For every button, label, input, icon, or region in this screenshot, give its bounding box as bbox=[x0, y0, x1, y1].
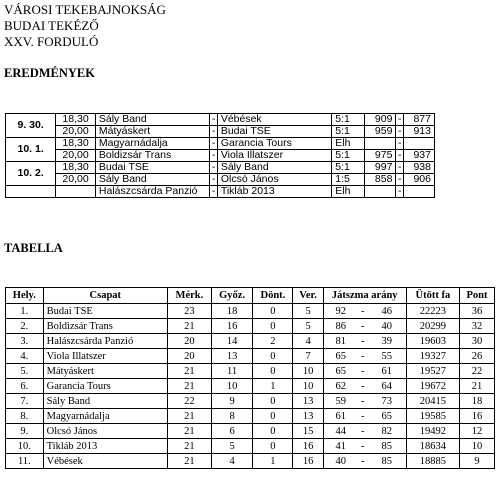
header-lost: Ver. bbox=[293, 288, 323, 304]
match-score: 5:1 bbox=[332, 126, 365, 138]
sets-separator: - bbox=[358, 334, 368, 349]
match-time: 18,30 bbox=[56, 114, 96, 126]
match-date bbox=[6, 186, 56, 198]
match-score: 1:5 bbox=[332, 174, 365, 186]
pins-total: 19672 bbox=[406, 379, 459, 394]
team-name: Olcsó János bbox=[43, 424, 167, 439]
points: 16 bbox=[460, 409, 495, 424]
header-points: Pont bbox=[460, 288, 495, 304]
match-score: 5:1 bbox=[332, 150, 365, 162]
drawn: 0 bbox=[253, 319, 293, 334]
sets-for: 40 bbox=[323, 454, 358, 469]
lost: 10 bbox=[293, 364, 323, 379]
match-score: Elh bbox=[332, 138, 365, 150]
won: 8 bbox=[211, 409, 253, 424]
sets-for: 44 bbox=[323, 424, 358, 439]
lost: 16 bbox=[293, 439, 323, 454]
sets-for: 65 bbox=[323, 364, 358, 379]
won: 4 bbox=[211, 454, 253, 469]
played: 22 bbox=[167, 394, 211, 409]
header-position: Hely. bbox=[6, 288, 44, 304]
document-header bbox=[4, 2, 166, 50]
position: 4. bbox=[6, 349, 44, 364]
sets-for: 62 bbox=[323, 379, 358, 394]
sets-separator: - bbox=[358, 364, 368, 379]
position: 8. bbox=[6, 409, 44, 424]
team-separator: - bbox=[211, 125, 216, 137]
drawn: 2 bbox=[253, 334, 293, 349]
sets-against: 82 bbox=[368, 424, 407, 439]
home-pins: 858 bbox=[365, 174, 396, 186]
won: 9 bbox=[211, 394, 253, 409]
standings-row bbox=[6, 424, 495, 439]
position: 6. bbox=[6, 379, 44, 394]
lost: 10 bbox=[293, 379, 323, 394]
team-separator: - bbox=[211, 149, 216, 161]
sets-separator: - bbox=[358, 454, 368, 469]
position: 9. bbox=[6, 424, 44, 439]
position: 1. bbox=[6, 304, 44, 319]
sets-separator: - bbox=[358, 379, 368, 394]
sets-against: 64 bbox=[368, 379, 407, 394]
home-pins bbox=[365, 138, 396, 150]
pins-total: 20415 bbox=[406, 394, 459, 409]
home-pins: 909 bbox=[365, 114, 396, 126]
sets-against: 39 bbox=[368, 334, 407, 349]
lost: 4 bbox=[293, 334, 323, 349]
match-score: 5:1 bbox=[332, 162, 365, 174]
away-team: Garancia Tours bbox=[217, 138, 331, 150]
position: 10. bbox=[6, 439, 44, 454]
pins-separator: - bbox=[397, 161, 402, 173]
position: 11. bbox=[6, 454, 44, 469]
pins-total: 22223 bbox=[406, 304, 459, 319]
standings-row bbox=[6, 454, 495, 469]
away-team: Olcsó János bbox=[217, 174, 331, 186]
points: 22 bbox=[460, 364, 495, 379]
points: 26 bbox=[460, 349, 495, 364]
match-time: 18,30 bbox=[56, 138, 96, 150]
team-name: Viola Illatszer bbox=[43, 349, 167, 364]
played: 21 bbox=[167, 379, 211, 394]
pins-separator: - bbox=[397, 113, 402, 125]
header-pins: Ütött fa bbox=[406, 288, 459, 304]
won: 10 bbox=[211, 379, 253, 394]
sets-against: 73 bbox=[368, 394, 407, 409]
sets-for: 86 bbox=[323, 319, 358, 334]
points: 18 bbox=[460, 394, 495, 409]
drawn: 0 bbox=[253, 364, 293, 379]
pins-separator: - bbox=[397, 137, 402, 149]
header-set-ratio: Játszma arány bbox=[323, 288, 406, 304]
team-name: Boldizsár Trans bbox=[43, 319, 167, 334]
played: 21 bbox=[167, 409, 211, 424]
standings-row bbox=[6, 349, 495, 364]
away-team: Sály Band bbox=[217, 162, 331, 174]
sets-against: 61 bbox=[368, 364, 407, 379]
won: 16 bbox=[211, 319, 253, 334]
sets-against: 40 bbox=[368, 319, 407, 334]
points: 32 bbox=[460, 319, 495, 334]
played: 21 bbox=[167, 439, 211, 454]
championship-title: VÁROSI TEKEBAJNOKSÁG bbox=[4, 2, 166, 17]
sets-for: 81 bbox=[323, 334, 358, 349]
sets-against: 85 bbox=[368, 439, 407, 454]
team-separator: - bbox=[211, 161, 216, 173]
home-team: Boldizsár Trans bbox=[95, 150, 209, 162]
position: 2. bbox=[6, 319, 44, 334]
played: 21 bbox=[167, 319, 211, 334]
home-team: Mátyáskert bbox=[95, 126, 209, 138]
match-time: 20,00 bbox=[56, 150, 96, 162]
away-pins: 877 bbox=[403, 114, 434, 126]
sets-for: 59 bbox=[323, 394, 358, 409]
away-pins: 913 bbox=[403, 126, 434, 138]
result-row bbox=[6, 174, 435, 186]
played: 23 bbox=[167, 304, 211, 319]
drawn: 0 bbox=[253, 394, 293, 409]
lost: 5 bbox=[293, 304, 323, 319]
result-row bbox=[6, 150, 435, 162]
standings-row bbox=[6, 304, 495, 319]
won: 14 bbox=[211, 334, 253, 349]
away-pins: 937 bbox=[403, 150, 434, 162]
won: 6 bbox=[211, 424, 253, 439]
pins-separator: - bbox=[397, 125, 402, 137]
team-name: Budai TSE bbox=[43, 304, 167, 319]
played: 20 bbox=[167, 334, 211, 349]
team-separator: - bbox=[211, 113, 216, 125]
points: 10 bbox=[460, 439, 495, 454]
team-name: Halászcsárda Panzió bbox=[43, 334, 167, 349]
pins-total: 19327 bbox=[406, 349, 459, 364]
sets-separator: - bbox=[358, 439, 368, 454]
result-row bbox=[6, 126, 435, 138]
pins-total: 19527 bbox=[406, 364, 459, 379]
standings-row bbox=[6, 379, 495, 394]
points: 30 bbox=[460, 334, 495, 349]
home-team: Halászcsárda Panzió bbox=[95, 186, 209, 198]
away-team: Budai TSE bbox=[217, 126, 331, 138]
results-table bbox=[5, 113, 435, 198]
header-won: Győz. bbox=[211, 288, 253, 304]
header-team: Csapat bbox=[43, 288, 167, 304]
home-team: Sály Band bbox=[95, 174, 209, 186]
home-pins: 997 bbox=[365, 162, 396, 174]
away-team: Vébések bbox=[217, 114, 331, 126]
sets-against: 85 bbox=[368, 454, 407, 469]
standings-row bbox=[6, 364, 495, 379]
sets-for: 61 bbox=[323, 409, 358, 424]
drawn: 0 bbox=[253, 304, 293, 319]
match-time bbox=[56, 186, 96, 198]
match-date: 10. 2. bbox=[6, 162, 56, 186]
standings-row bbox=[6, 439, 495, 454]
pins-total: 19492 bbox=[406, 424, 459, 439]
sets-separator: - bbox=[358, 394, 368, 409]
standings-row bbox=[6, 319, 495, 334]
header-played: Mérk. bbox=[167, 288, 211, 304]
sets-separator: - bbox=[358, 304, 368, 319]
team-separator: - bbox=[211, 185, 216, 197]
won: 11 bbox=[211, 364, 253, 379]
match-date: 9. 30. bbox=[6, 114, 56, 138]
away-pins bbox=[403, 186, 434, 198]
match-time: 20,00 bbox=[56, 174, 96, 186]
team-name: Magyarnádalja bbox=[43, 409, 167, 424]
home-team: Magyarnádalja bbox=[95, 138, 209, 150]
position: 7. bbox=[6, 394, 44, 409]
team-name: Mátyáskert bbox=[43, 364, 167, 379]
sets-separator: - bbox=[358, 424, 368, 439]
match-score: Elh bbox=[332, 186, 365, 198]
drawn: 1 bbox=[253, 379, 293, 394]
standings-header-row bbox=[6, 288, 495, 304]
team-name: Tikláb 2013 bbox=[43, 439, 167, 454]
team-name: Garancia Tours bbox=[43, 379, 167, 394]
points: 36 bbox=[460, 304, 495, 319]
home-pins bbox=[365, 186, 396, 198]
away-team: Viola Illatszer bbox=[217, 150, 331, 162]
round-title: XXV. FORDULÓ bbox=[4, 34, 99, 49]
sets-against: 55 bbox=[368, 349, 407, 364]
header-drawn: Dönt. bbox=[253, 288, 293, 304]
won: 18 bbox=[211, 304, 253, 319]
away-team: Tikláb 2013 bbox=[217, 186, 331, 198]
sets-for: 92 bbox=[323, 304, 358, 319]
sets-against: 46 bbox=[368, 304, 407, 319]
pins-total: 18634 bbox=[406, 439, 459, 454]
lost: 15 bbox=[293, 424, 323, 439]
result-row bbox=[6, 114, 435, 126]
drawn: 1 bbox=[253, 454, 293, 469]
points: 12 bbox=[460, 424, 495, 439]
home-team: Sály Band bbox=[95, 114, 209, 126]
played: 20 bbox=[167, 349, 211, 364]
drawn: 0 bbox=[253, 349, 293, 364]
home-team: Budai TSE bbox=[95, 162, 209, 174]
match-time: 20,00 bbox=[56, 126, 96, 138]
standings-table bbox=[5, 287, 495, 469]
away-pins: 938 bbox=[403, 162, 434, 174]
standings-row bbox=[6, 334, 495, 349]
points: 21 bbox=[460, 379, 495, 394]
lost: 13 bbox=[293, 409, 323, 424]
drawn: 0 bbox=[253, 439, 293, 454]
standings-row bbox=[6, 409, 495, 424]
lost: 5 bbox=[293, 319, 323, 334]
position: 3. bbox=[6, 334, 44, 349]
position: 5. bbox=[6, 364, 44, 379]
sets-separator: - bbox=[358, 409, 368, 424]
won: 13 bbox=[211, 349, 253, 364]
played: 21 bbox=[167, 364, 211, 379]
result-row bbox=[6, 186, 435, 198]
home-pins: 959 bbox=[365, 126, 396, 138]
pins-separator: - bbox=[397, 149, 402, 161]
lost: 13 bbox=[293, 394, 323, 409]
away-pins: 906 bbox=[403, 174, 434, 186]
drawn: 0 bbox=[253, 409, 293, 424]
standings-section-title: TABELLA bbox=[4, 241, 63, 255]
match-date: 10. 1. bbox=[6, 138, 56, 162]
lost: 7 bbox=[293, 349, 323, 364]
team-separator: - bbox=[211, 173, 216, 185]
pins-total: 19585 bbox=[406, 409, 459, 424]
drawn: 0 bbox=[253, 424, 293, 439]
away-pins bbox=[403, 138, 434, 150]
sets-separator: - bbox=[358, 349, 368, 364]
points: 9 bbox=[460, 454, 495, 469]
standings-row bbox=[6, 394, 495, 409]
pins-separator: - bbox=[397, 185, 402, 197]
result-row bbox=[6, 162, 435, 174]
played: 21 bbox=[167, 424, 211, 439]
team-name: Sály Band bbox=[43, 394, 167, 409]
pins-total: 20299 bbox=[406, 319, 459, 334]
team-name: Vébések bbox=[43, 454, 167, 469]
home-pins: 975 bbox=[365, 150, 396, 162]
pins-total: 19603 bbox=[406, 334, 459, 349]
pins-separator: - bbox=[397, 173, 402, 185]
team-separator: - bbox=[211, 137, 216, 149]
pins-total: 18885 bbox=[406, 454, 459, 469]
sets-separator: - bbox=[358, 319, 368, 334]
lost: 16 bbox=[293, 454, 323, 469]
sets-for: 41 bbox=[323, 439, 358, 454]
played: 21 bbox=[167, 454, 211, 469]
won: 5 bbox=[211, 439, 253, 454]
result-row bbox=[6, 138, 435, 150]
sets-for: 65 bbox=[323, 349, 358, 364]
match-time: 18,30 bbox=[56, 162, 96, 174]
match-score: 5:1 bbox=[332, 114, 365, 126]
results-section-title: EREDMÉNYEK bbox=[4, 66, 95, 80]
sets-against: 65 bbox=[368, 409, 407, 424]
organization-name: BUDAI TEKÉZŐ bbox=[4, 18, 99, 33]
